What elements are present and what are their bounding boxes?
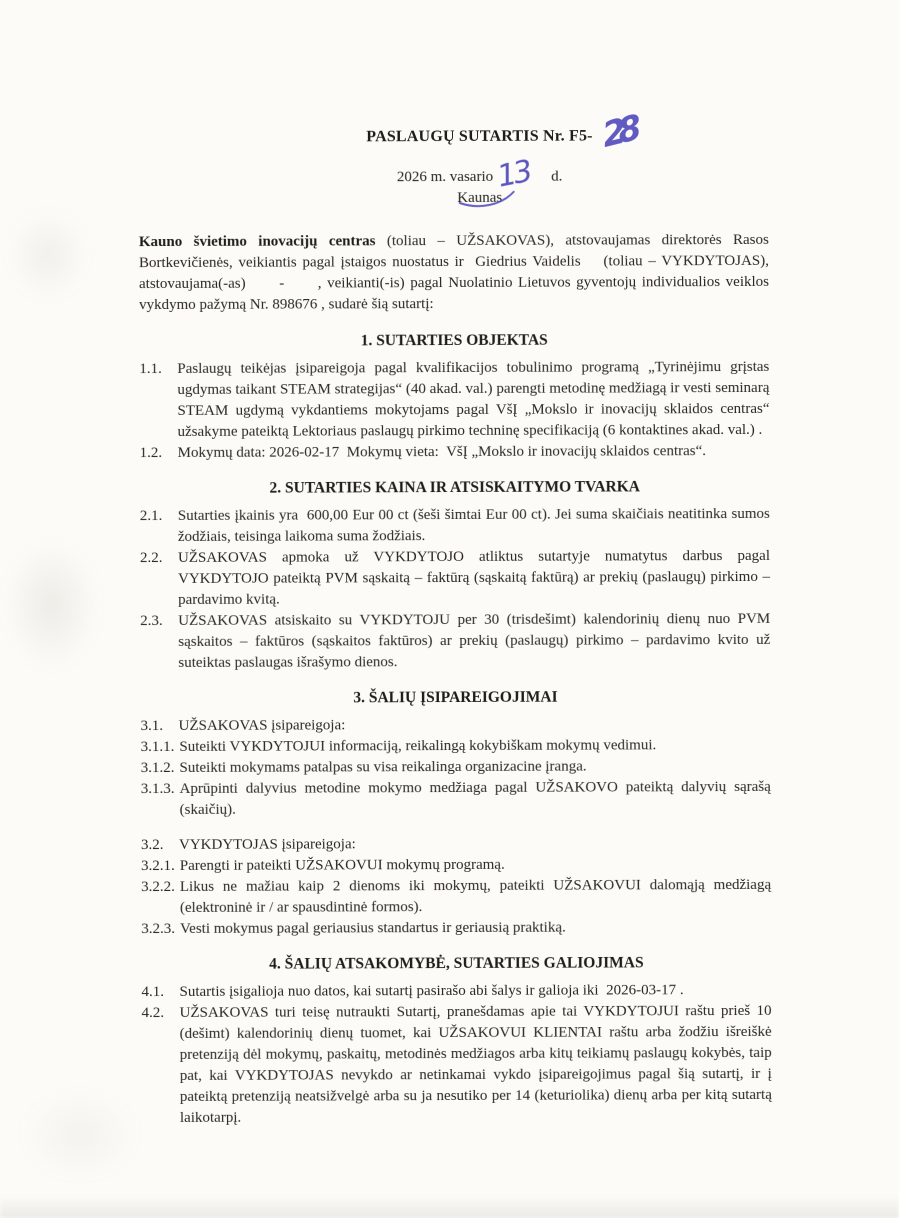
document-title: PASLAUGŲ SUTARTIS Nr. F5- [366,127,593,146]
clause-3-1-3 [141,777,771,821]
section-heading-4: 4. ŠALIŲ ATSAKOMYBĖ, SUTARTIES GALIOJIMAS [269,954,644,973]
clause-number: 2.2. [139,550,163,567]
document-title-line [164,108,794,157]
clause-1-2 [140,441,770,464]
clause-text: Paslaugų teikėjas įsipareigoja pagal kvalifikacijos tobulinimo programą „Tyrinėjimu grįstas ugdymas taikant STEAM strategijas“ (40 akad. val.) parengti metodinę medžiagą ir vesti seminarą STEAM ugdymą vykdantiems mokytojams pagal VšĮ „Mokslo ir inovacijų sklaidos centras“ užsakyme pateiktą Lektoriaus paslaugų pirkimo techninę specifikaciją (6 kontaktines akad. val.) . [177,358,770,440]
clause-3-2 [141,833,771,856]
section-heading-1: 1. SUTARTIES OBJEKTAS [360,331,548,350]
clause-text: Sutarties įkainis yra 600,00 Eur 00 ct (šeši šimtai Eur 00 ct). Jei suma skaičiais neatitinka sumos žodžiais, teisinga laikoma suma žodžiais. [177,505,770,545]
clause-number: 3.2. [140,837,164,854]
clause-4-1 [141,980,771,1003]
clause-2-1 [140,504,770,548]
clause-text: Suteikti mokymams patalpas su visa reikalinga organizacine įranga. [179,758,587,776]
city: Kaunas [457,189,503,206]
clause-text: VYKDYTOJAS įsipareigoja: [178,836,356,853]
scan-edge-shadow [0,1196,899,1218]
preamble-text: (toliau – UŽSAKOVAS), atstovaujamas direktorės Rasos Bortkevičienės, veikiantis pagal įstaigos nuostatus ir Giedrius Vaidelis (toliau – VYKDYTOJAS), atstovaujama(-as) - , veikianti(-is) pagal Nuolatinio Lietuvos gyventojų individualios veiklos vykdymo pažymą Nr. 898676 , sudarė šią sutartį: [138,231,770,314]
clause-number: 1.1. [139,361,162,378]
clause-number: 3.1.1. [140,738,175,756]
clause-text: Mokymų data: 2026-02-17 Mokymų vieta: VšĮ „Mokslo ir inovacijų sklaidos centras“. [177,443,707,461]
clause-text: UŽSAKOVAS atsiskaito su VYKDYTOJU per 30 (trisdešimt) kalendorinių dienų nuo PVM sąskaitos – faktūros (sąskaitos faktūros) ar prekių (paslaugų) pirkimo – pardavimo kvito už suteiktas paslaugas išrašymo dienos. [178,610,771,671]
clause-number: 1.2. [139,445,163,462]
clause-text: Suteikti VYKDYTOJUI informaciją, reikalingą kokybiškam mokymų vedimui. [179,737,657,755]
clause-1-1 [139,357,769,443]
clause-3-2-1 [141,854,771,877]
section-heading-2: 2. SUTARTIES KAINA IR ATSISKAITYMO TVARKA [269,478,640,497]
handwritten-day: 13 [494,154,533,195]
clause-text: Vesti mokymus pagal geriausius standartus ir geriausią praktiką. [179,919,566,937]
clause-3-1-2 [141,756,771,779]
clause-number: 3.2.2. [141,878,175,896]
clause-3-1 [141,714,771,737]
clause-text: UŽSAKOVAS turi teisę nutraukti Sutartį, pranešdamas apie tai VYKDYTOJUI raštu prieš 10 (dešimt) kalendorinių dienų tuomet, kai UŽSAKOVUI KLIENTAI raštu arba žodžiu išreiškė pretenziją dėl mokymų, paskaitų, metodinės medžiagos arba kitų teikiamų paslaugų kokybės, taip pat, kai VYKDYTOJAS nevykdo ar netinkamai vykdo įsipareigojimus pagal šią sutartį, ir į pateiktą pretenziją neatsižvelgė arba su ja nesutiko per 14 (keturiolika) dienų arba per kitą sutartą laikotarpį. [179,1002,772,1126]
clause-text: UŽSAKOVAS apmoka už VYKDYTOJO atliktus sutartyje numatytus darbus pagal VYKDYTOJO pateiktą PVM sąskaitą – faktūrą (sąskaitą faktūrą) ar prekių (paslaugų) pirkimo – pardavimo kvitą. [177,547,771,608]
clause-number: 2.3. [140,613,163,630]
clause-number: 4.1. [141,984,165,1001]
clause-number: 3.1. [140,718,164,735]
clause-2-2 [140,546,770,611]
clause-2-3 [140,609,770,674]
date-block [165,154,795,210]
contract-document [138,0,772,1129]
clause-text: Parengti ir pateikti UŽSAKOVUI mokymų programą. [179,856,505,874]
scan-smudge [20,1090,140,1180]
date-suffix: d. [551,168,563,185]
clause-3-2-3 [141,917,771,940]
clause-text: Sutartis įsigalioja nuo datos, kai sutartį pasirašo abi šalys ir galioja iki 2026-03-17 . [179,982,684,1000]
handwritten-contract-number: 28 [600,108,637,157]
clause-text: Aprūpinti dalyvius metodine mokymo medžiaga pagal UŽSAKOVO pateiktą dalyvių sąrašą (skaičių). [179,778,771,818]
date-prefix: 2026 m. vasario [396,168,494,186]
clause-number: 3.1.3. [140,780,175,798]
clause-3-1-1 [141,735,771,758]
clause-number: 2.1. [139,508,163,525]
section-heading-3: 3. ŠALIŲ ĮSIPAREIGOJIMAI [353,688,558,707]
buyer-name: Kauno švietimo inovacijų centras [138,233,376,251]
clause-number: 3.2.3. [141,920,176,938]
clause-number: 3.1.2. [140,759,175,777]
preamble-paragraph [139,230,769,316]
clause-number: 3.2.1. [141,857,175,875]
clause-text: UŽSAKOVAS įsipareigoja: [178,717,346,734]
scan-smudge [8,210,88,300]
clause-4-2 [142,1001,772,1129]
clause-text: Likus ne mažiau kaip 2 dienoms iki mokymų, pateikti UŽSAKOVUI dalomąją medžiagą (elektroninė ir / ar spausdintinė formos). [179,876,772,916]
clause-number: 4.2. [141,1005,165,1022]
document-header [164,108,794,210]
clause-3-2-2 [141,875,771,919]
scan-smudge [4,540,99,670]
